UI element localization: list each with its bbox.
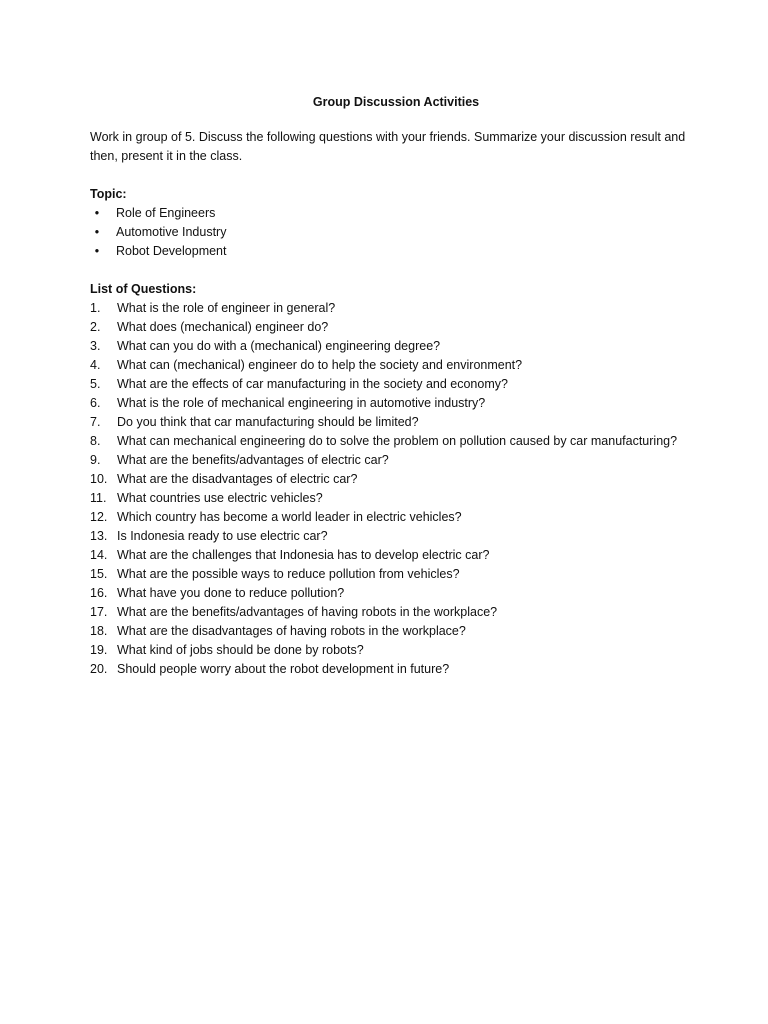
question-number: 3.	[90, 339, 101, 353]
question-text: What does (mechanical) engineer do?	[117, 320, 329, 334]
question-number: 19.	[90, 643, 108, 657]
question-text: What can mechanical engineering do to solve the problem on pollution caused by car manufacturing?	[117, 434, 678, 448]
question-item	[90, 451, 690, 470]
question-item	[90, 356, 690, 375]
question-item	[90, 432, 690, 451]
question-item	[90, 546, 690, 565]
question-number: 8.	[90, 434, 101, 448]
topic-item	[90, 204, 690, 223]
question-number: 6.	[90, 396, 101, 410]
topic-text: Automotive Industry	[116, 225, 227, 239]
question-item	[90, 584, 690, 603]
question-text: What are the effects of car manufacturing in the society and economy?	[117, 377, 508, 391]
questions-heading: List of Questions:	[90, 282, 197, 296]
question-item	[90, 337, 690, 356]
question-number: 9.	[90, 453, 101, 467]
question-text: What are the possible ways to reduce pollution from vehicles?	[117, 567, 460, 581]
question-text: Which country has become a world leader in electric vehicles?	[117, 510, 462, 524]
question-text: What are the benefits/advantages of having robots in the workplace?	[117, 605, 498, 619]
question-number: 1.	[90, 301, 101, 315]
question-number: 11.	[90, 491, 107, 505]
bullet-icon: •	[94, 244, 100, 258]
bullet-icon: •	[94, 206, 100, 220]
question-number: 16.	[90, 586, 108, 600]
question-list	[90, 299, 690, 679]
question-number: 13.	[90, 529, 108, 543]
intro-paragraph: Work in group of 5. Discuss the following questions with your friends. Summarize your discussion result and then, present it in the class.	[90, 130, 686, 163]
question-item	[90, 508, 690, 527]
document-title: Group Discussion Activities	[312, 95, 480, 109]
question-item	[90, 660, 690, 679]
question-text: What can (mechanical) engineer do to help the society and environment?	[117, 358, 523, 372]
question-number: 15.	[90, 567, 108, 581]
question-text: What are the challenges that Indonesia has to develop electric car?	[117, 548, 490, 562]
question-number: 10.	[90, 472, 108, 486]
question-number: 18.	[90, 624, 108, 638]
topic-item	[90, 223, 690, 242]
question-number: 20.	[90, 662, 108, 676]
question-text: What is the role of mechanical engineering in automotive industry?	[117, 396, 486, 410]
question-text: What can you do with a (mechanical) engineering degree?	[117, 339, 441, 353]
question-number: 4.	[90, 358, 101, 372]
question-text: Is Indonesia ready to use electric car?	[117, 529, 328, 543]
question-item	[90, 394, 690, 413]
question-number: 17.	[90, 605, 108, 619]
topic-text: Role of Engineers	[116, 206, 216, 220]
question-number: 14.	[90, 548, 108, 562]
document-page	[90, 93, 690, 679]
question-item	[90, 489, 690, 508]
topic-item	[90, 242, 690, 261]
topic-text: Robot Development	[116, 244, 227, 258]
question-item	[90, 603, 690, 622]
question-text: What are the disadvantages of electric car?	[117, 472, 358, 486]
question-item	[90, 527, 690, 546]
question-text: What are the benefits/advantages of electric car?	[117, 453, 389, 467]
question-number: 12.	[90, 510, 108, 524]
question-text: What kind of jobs should be done by robots?	[117, 643, 364, 657]
question-text: Do you think that car manufacturing should be limited?	[117, 415, 419, 429]
question-text: What are the disadvantages of having robots in the workplace?	[117, 624, 466, 638]
topic-heading: Topic:	[90, 187, 127, 201]
question-item	[90, 413, 690, 432]
question-text: Should people worry about the robot development in future?	[117, 662, 450, 676]
question-item	[90, 622, 690, 641]
question-item	[90, 375, 690, 394]
question-text: What have you done to reduce pollution?	[117, 586, 345, 600]
question-item	[90, 299, 690, 318]
question-item	[90, 318, 690, 337]
question-item	[90, 470, 690, 489]
question-item	[90, 641, 690, 660]
question-text: What countries use electric vehicles?	[117, 491, 323, 505]
question-text: What is the role of engineer in general?	[117, 301, 336, 315]
bullet-icon: •	[94, 225, 100, 239]
question-number: 2.	[90, 320, 101, 334]
question-item	[90, 565, 690, 584]
question-number: 5.	[90, 377, 101, 391]
question-number: 7.	[90, 415, 101, 429]
topic-list	[90, 204, 690, 261]
